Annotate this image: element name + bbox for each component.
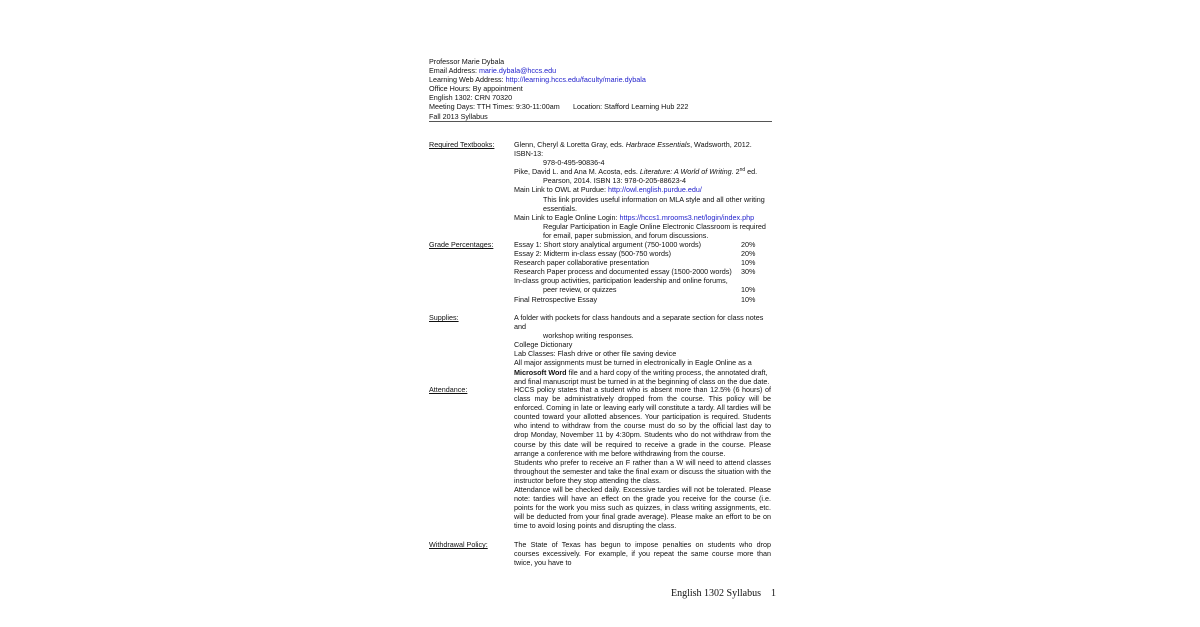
- withdrawal-paragraph: The State of Texas has begun to impose penalties on students who drop courses excessively. For example, if you repeat the same course more than twice, you have to: [514, 540, 771, 568]
- attendance-label: Attendance:: [429, 385, 468, 394]
- supplies-dictionary: College Dictionary: [514, 340, 573, 350]
- grade-row: Research paper collaborative presentation 10%: [514, 258, 756, 268]
- attendance-paragraph: Attendance will be checked daily. Excessive tardies will not be tolerated. Please note: tardies will have an effect on the grade you receive for the course (i.e. points for the work you miss such as quizzes, in class writing assignments, etc. will be deducted from your final grade average). Please make an effort to be on time to avoid losing points and disrupting the class.: [514, 485, 771, 531]
- supplies-folder-cont: workshop writing responses.: [543, 331, 634, 341]
- footer-title: English 1302 Syllabus: [671, 588, 762, 599]
- withdrawal-label: Withdrawal Policy:: [429, 540, 488, 549]
- grades-content: [514, 240, 771, 304]
- book-2-isbn: Pearson, 2014. ISBN 13: 978-0-205-88623-4: [543, 176, 687, 186]
- grade-row: Research Paper process and documented essay (1500-2000 words) 30%: [514, 267, 756, 277]
- web-line: [429, 75, 774, 84]
- attendance-paragraph: HCCS policy states that a student who is absent more than 12.5% (6 hours) of class may be administratively dropped from the course. This policy will be enforced. Coming in late or leaving early will constitute a tardy. All tardies will be counted toward your allotted absences. Your participation is required. Students who intend to withdraw from the course must do so by the official last day to drop Monday, November 11 by 4:30pm. Students who do not withdraw from the course by this date will be required to receive a grade in the course. Please arrange a conference with me before withdrawing from the course.: [514, 385, 771, 458]
- owl-description: This link provides useful information on MLA style and all other writing essentials.: [543, 194, 765, 213]
- grade-row: Essay 1: Short story analytical argument (750-1000 words) 20%: [514, 240, 756, 249]
- grade-row-final: Final Retrospective Essay 10%: [514, 294, 756, 304]
- owl-link[interactable]: http://owl.english.purdue.edu/: [608, 185, 702, 195]
- office-hours: Office Hours: By appointment: [429, 84, 523, 94]
- book-1: Glenn, Cheryl & Loretta Gray, eds. Harbrace Essentials, Wadsworth, 2012. ISBN-13:: [514, 140, 752, 159]
- location: Location: Stafford Learning Hub 222: [573, 102, 689, 112]
- grade-row-inclass: In-class group activities, participation leadership and online forums,: [514, 276, 728, 286]
- textbooks-content: [514, 140, 771, 240]
- supplies-label: Supplies:: [429, 313, 459, 322]
- supplies-assignments: All major assignments must be turned in electronically in Eagle Online as a Microsoft Word file and a hard copy of the writing process, the annotated draft, and final manuscript must be turned in at the beginning of class on the due date.: [514, 358, 770, 386]
- owl-link-line: Main Link to OWL at Purdue: http://owl.english.purdue.edu/: [514, 185, 702, 195]
- attendance-content: [514, 385, 771, 531]
- meeting-line: [429, 102, 774, 111]
- attendance-paragraph: Students who prefer to receive an F rather than a W will need to attend classes throughout the semester and take the final exam or discuss the situation with the instructor before they stop attending the class.: [514, 457, 771, 485]
- supplies-folder: A folder with pockets for class handouts and a separate section for class notes and: [514, 313, 764, 332]
- book-1-isbn: 978-0-495-90836-4: [543, 158, 605, 168]
- email-line: [429, 66, 774, 75]
- email-label: Email Address:: [429, 66, 479, 76]
- web-label: Learning Web Address:: [429, 75, 506, 85]
- email-link[interactable]: marie.dybala@hccs.edu: [478, 66, 557, 76]
- supplies-content: [514, 313, 771, 386]
- grade-row-inclass-cont: peer review, or quizzes 10%: [543, 285, 756, 295]
- course-info: English 1302: CRN 70320: [429, 93, 513, 103]
- page-footer: [671, 588, 776, 599]
- page-number: 1: [771, 588, 777, 599]
- supplies-lab: Lab Classes: Flash drive or other file saving device: [514, 349, 677, 359]
- withdrawal-content: [514, 540, 771, 567]
- syllabus-header: [429, 57, 774, 121]
- eagle-link-line: Main Link to Eagle Online Login: https://hccs1.mrooms3.net/login/index.php: [514, 212, 755, 222]
- grades-label: Grade Percentages:: [429, 240, 494, 249]
- textbooks-label: Required Textbooks:: [429, 140, 495, 149]
- grade-row: Essay 2: Midterm in-class essay (500-750 words) 20%: [514, 249, 756, 259]
- professor-name: Professor Marie Dybala: [429, 57, 505, 66]
- term: Fall 2013 Syllabus: [429, 111, 488, 121]
- web-link[interactable]: http://learning.hccs.edu/faculty/marie.dybala: [505, 75, 646, 85]
- meeting-days: Meeting Days: TTH Times: 9:30-11:00am: [429, 102, 560, 112]
- header-divider: [429, 121, 772, 122]
- eagle-description: Regular Participation in Eagle Online Electronic Classroom is required for email, paper submission, and forum discussions.: [543, 221, 766, 240]
- book-2: Pike, David L. and Ana M. Acosta, eds. Literature: A World of Writing. 2nd ed.: [514, 167, 758, 177]
- eagle-link[interactable]: https://hccs1.mrooms3.net/login/index.php: [619, 212, 755, 222]
